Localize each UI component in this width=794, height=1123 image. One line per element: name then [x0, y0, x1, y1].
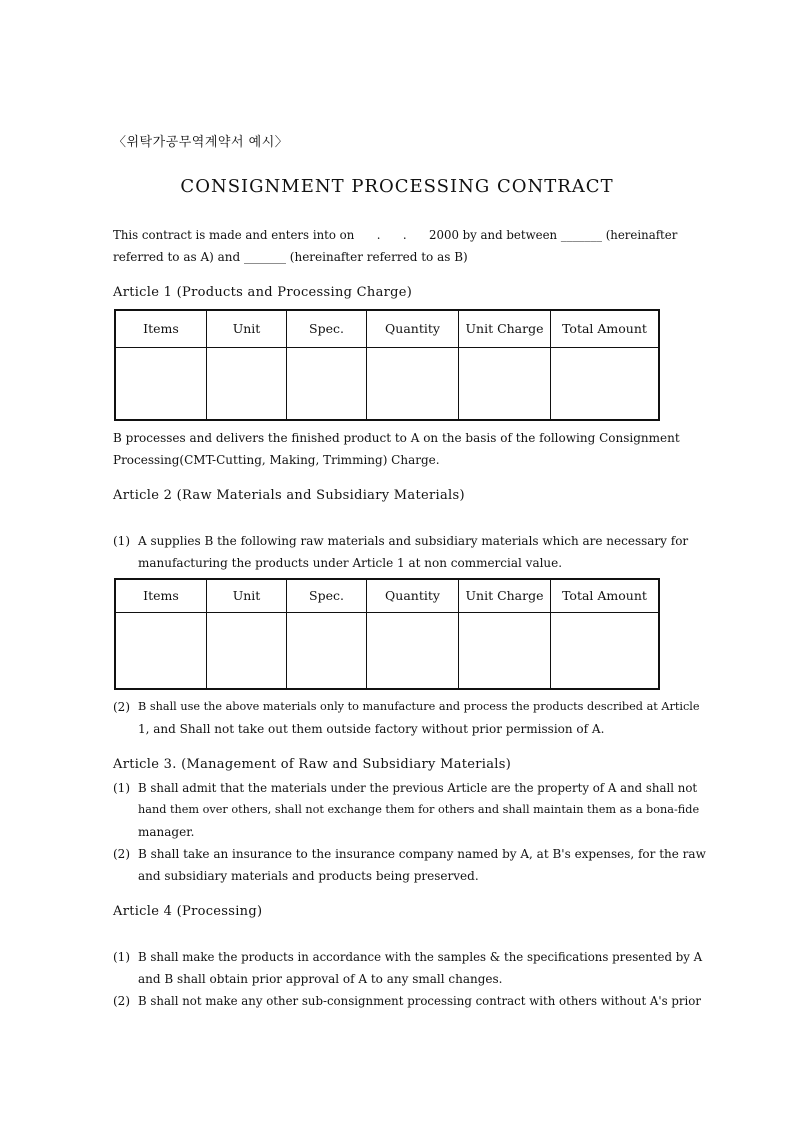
- item-text-line: 1, and Shall not take out them outside factory without prior permission of A.: [138, 722, 605, 736]
- intro-paragraph: [113, 224, 681, 268]
- table-cell: [459, 347, 551, 420]
- column-header-items: Items: [115, 310, 207, 347]
- article-3-item-1: [113, 777, 700, 843]
- column-header-unit-charge: Unit Charge: [459, 579, 551, 612]
- article-4-item-1: [113, 946, 703, 990]
- article-2-item-2: [113, 696, 700, 740]
- article-4-heading: Article 4 (Processing): [113, 904, 263, 919]
- table-cell: [287, 612, 367, 689]
- table-cell: [367, 347, 459, 420]
- item-number: (2): [113, 700, 130, 714]
- column-header-items: Items: [115, 579, 207, 612]
- item-text-line: hand them over others, shall not exchange them for others and shall maintain them as a bona-fide: [138, 803, 700, 816]
- article-1-note-line-2: Processing(CMT-Cutting, Making, Trimming) Charge.: [113, 453, 440, 467]
- item-text-line: and B shall obtain prior approval of A to any small changes.: [138, 972, 503, 986]
- article-1-note: [113, 427, 681, 471]
- column-header-unit-charge: Unit Charge: [459, 310, 551, 347]
- column-header-total-amount: Total Amount: [551, 310, 660, 347]
- item-text: [113, 990, 702, 1012]
- table-row: [115, 347, 659, 420]
- table-cell: [367, 612, 459, 689]
- article-3-item-2: [113, 843, 706, 887]
- table-cell: [459, 612, 551, 689]
- table-cell: [551, 347, 660, 420]
- item-text-line: B shall take an insurance to the insurance company named by A, at B's expenses, for the raw: [138, 847, 706, 861]
- item-number: (1): [113, 950, 130, 964]
- item-text-line: B shall make the products in accordance with the samples & the specifications presented by A: [138, 950, 703, 964]
- column-header-quantity: Quantity: [367, 310, 459, 347]
- intro-line-1: This contract is made and enters into on . . 2000 by and between _______ (hereinafter: [113, 228, 678, 242]
- contract-title: CONSIGNMENT PROCESSING CONTRACT: [180, 176, 614, 197]
- item-text-line: manager.: [138, 825, 195, 839]
- item-number: (1): [113, 534, 130, 548]
- article-2-table: [114, 578, 660, 690]
- table-cell: [551, 612, 660, 689]
- document-tag: 〈위탁가공무역계약서 예시〉: [113, 135, 289, 150]
- table-cell: [115, 347, 207, 420]
- table-row: [115, 612, 659, 689]
- table-cell: [115, 612, 207, 689]
- item-text-line: B shall admit that the materials under the previous Article are the property of A and shall not: [138, 781, 698, 795]
- column-header-total-amount: Total Amount: [551, 579, 660, 612]
- column-header-quantity: Quantity: [367, 579, 459, 612]
- intro-line-2: referred to as A) and _______ (hereinafter referred to as B): [113, 250, 468, 264]
- article-1-note-line-1: B processes and delivers the finished product to A on the basis of the following Consignment: [113, 431, 680, 445]
- table-cell: [207, 612, 287, 689]
- item-text: [113, 777, 700, 843]
- article-1-heading: Article 1 (Products and Processing Charge): [113, 285, 413, 300]
- item-number: (2): [113, 847, 130, 861]
- column-header-spec: Spec.: [287, 579, 367, 612]
- table-cell: [287, 347, 367, 420]
- item-text: [113, 946, 703, 990]
- article-3-heading: Article 3. (Management of Raw and Subsidiary Materials): [113, 757, 512, 772]
- item-number: (1): [113, 781, 130, 795]
- table-header-row: [115, 310, 659, 347]
- column-header-spec: Spec.: [287, 310, 367, 347]
- item-text-line: A supplies B the following raw materials and subsidiary materials which are necessary for: [138, 534, 689, 548]
- item-text-line: B shall use the above materials only to manufacture and process the products described at Article: [138, 700, 700, 713]
- item-number: (2): [113, 994, 130, 1008]
- article-2-heading: Article 2 (Raw Materials and Subsidiary Materials): [113, 488, 465, 503]
- item-text-line: manufacturing the products under Article 1 at non commercial value.: [138, 556, 563, 570]
- item-text: [113, 696, 700, 740]
- article-1-table: [114, 309, 660, 421]
- article-4-item-2: [113, 990, 702, 1012]
- table-cell: [207, 347, 287, 420]
- item-text-line: B shall not make any other sub-consignment processing contract with others without A's prior: [138, 994, 702, 1008]
- column-header-unit: Unit: [207, 310, 287, 347]
- item-text: [113, 843, 706, 887]
- column-header-unit: Unit: [207, 579, 287, 612]
- item-text-line: and subsidiary materials and products being preserved.: [138, 869, 479, 883]
- item-text: [113, 530, 689, 574]
- table-header-row: [115, 579, 659, 612]
- article-2-item-1: [113, 530, 689, 574]
